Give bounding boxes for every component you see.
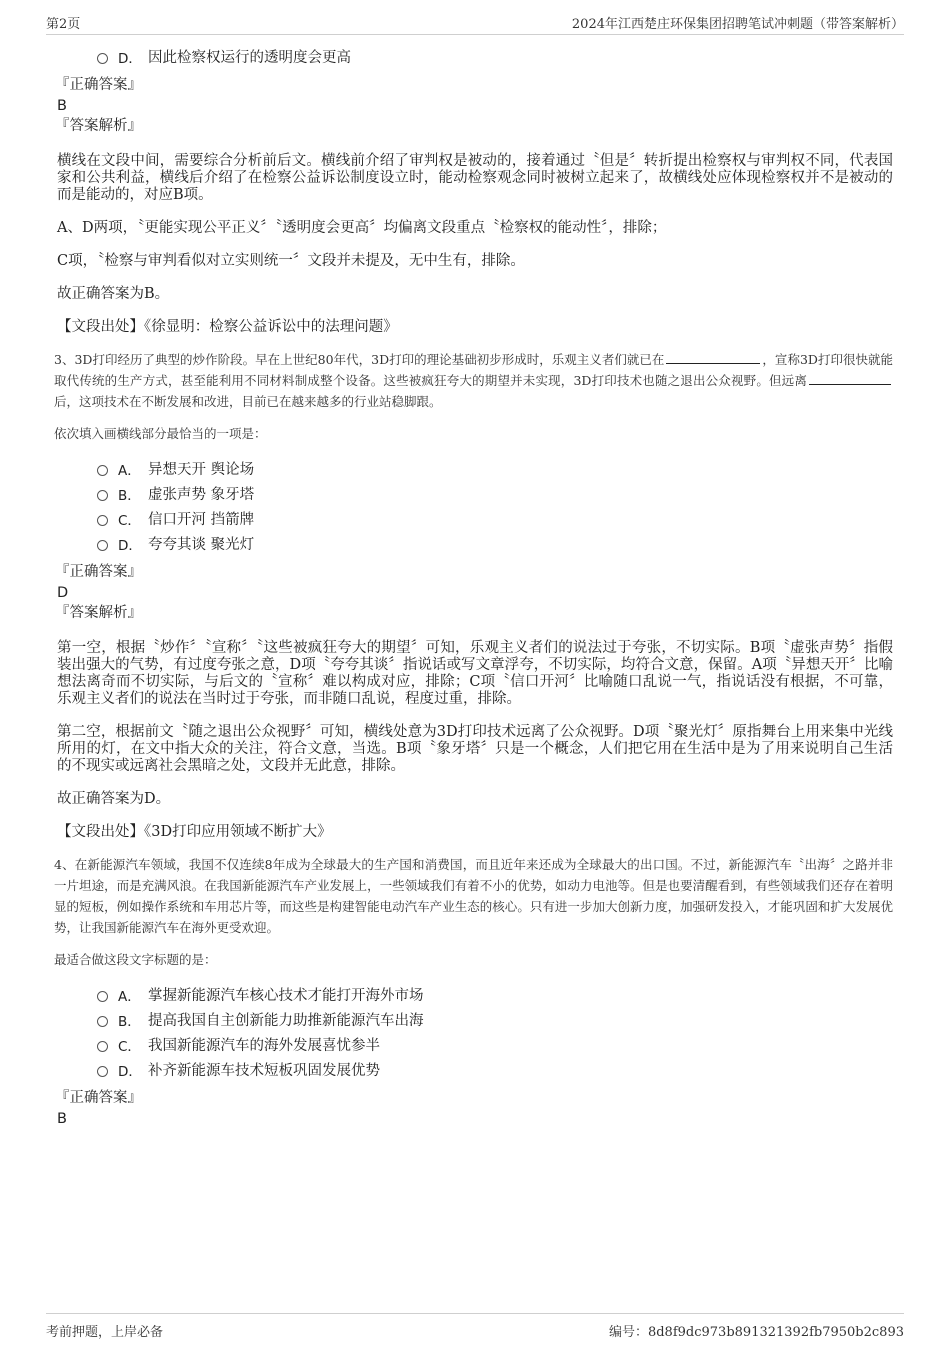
question-3-text: 3、3D打印经历了典型的炒作阶段。早在上世纪80年代，3D打印的理论基础初步形成时，乐观主义者们就已在 ，宣称3D打印很快就能取代传统的生产方式，甚至能利用不同材料制成整个设备。这些被疯狂夸大的期望并未实现，3D打印技术也随之退出公众视野。但远离后，这项技术在不断发展和改进，目前已在越来越多的行业站稳脚跟。 xyxy=(54,349,893,412)
page-header xyxy=(46,12,904,35)
question-4-text: 4、在新能源汽车领域，我国不仅连续8年成为全球最大的生产国和消费国，而且近年来还成为全球最大的出口国。不过，新能源汽车〝出海〞之路并非一片坦途，而是充满风浪。在我国新能源汽车产业发展上，一些领域我们有着不小的优势，如动力电池等。但是也要清醒看到，有些领域我们还存在着明显的短板，例如操作系统和车用芯片等，而这些是构建智能电动汽车产业生态的核心。只有进一步加大创新力度，加强研发投入，才能巩固和扩大发展优势，让我国新能源汽车在海外更受欢迎。 xyxy=(54,857,893,935)
analysis-label: 『答案解析』 xyxy=(55,118,142,134)
q4-option-b[interactable]: B． 提高我国自主创新能力助推新能源汽车出海 xyxy=(97,1007,893,1032)
radio-icon[interactable] xyxy=(97,490,108,501)
q2-option-d[interactable]: D． 因此检察权运行的透明度会更高 xyxy=(97,44,893,69)
page-number: 第2页 xyxy=(46,17,81,32)
q3-options xyxy=(97,456,893,556)
radio-icon[interactable] xyxy=(97,540,108,551)
q4-option-d[interactable]: D． 补齐新能源车技术短板巩固发展优势 xyxy=(97,1057,893,1082)
answer-value: D xyxy=(57,585,69,601)
q4-option-a[interactable]: A． 掌握新能源汽车核心技术才能打开海外市场 xyxy=(97,982,893,1007)
analysis-label: 『答案解析』 xyxy=(55,605,142,621)
answer-label: 『正确答案』 xyxy=(55,1090,142,1106)
source-citation: 【文段出处】《3D打印应用领域不断扩大》 xyxy=(57,824,332,840)
footer-slogan: 考前押题，上岸必备 xyxy=(46,1325,164,1340)
document-title: 2024年江西楚庄环保集团招聘笔试冲刺题（带答案解析） xyxy=(571,17,904,32)
analysis-paragraph: A、D两项，〝更能实现公平正义〞〝透明度会更高〞均偏离文段重点〝检察权的能动性〞，排除； xyxy=(57,220,667,236)
radio-icon[interactable] xyxy=(97,1066,108,1077)
q4-option-c[interactable]: C． 我国新能源汽车的海外发展喜忧参半 xyxy=(97,1032,893,1057)
analysis-paragraph: C项，〝检察与审判看似对立实则统一〞文段并未提及，无中生有，排除。 xyxy=(57,253,525,269)
question-4-prompt: 最适合做这段文字标题的是： xyxy=(54,952,217,967)
radio-icon[interactable] xyxy=(97,991,108,1002)
q3-option-a[interactable]: A． 异想天开 舆论场 xyxy=(97,456,893,481)
fill-blank xyxy=(666,349,760,364)
q3-option-b[interactable]: B． 虚张声势 象牙塔 xyxy=(97,481,893,506)
analysis-paragraph: 故正确答案为D。 xyxy=(57,791,171,807)
page-footer xyxy=(46,1313,904,1340)
q3-option-d[interactable]: D． 夸夸其谈 聚光灯 xyxy=(97,531,893,556)
answer-value: B xyxy=(57,98,67,114)
analysis-paragraph: 第一空，根据〝炒作〞〝宣称〞〝这些被疯狂夸大的期望〞可知，乐观主义者们的说法过于夸张，不切实际。B项〝虚张声势〞指假装出强大的气势，有过度夸张之意，D项〝夸夸其谈〞指说话或写文章浮夸，不切实际，均符合文意，保留。A项〝异想天开〞比喻想法离奇而不切实际，与后文的〝宣称〞难以构成对应，排除；C项〝信口开河〞比喻随口乱说一气，指说话没有根据，不可靠，乐观主义者们的说法在当时过于夸张，而非随口乱说，程度过重，排除。 xyxy=(57,640,893,707)
q3-option-c[interactable]: C． 信口开河 挡箭牌 xyxy=(97,506,893,531)
answer-label: 『正确答案』 xyxy=(55,564,142,580)
q2-options xyxy=(97,44,893,69)
radio-icon[interactable] xyxy=(97,515,108,526)
analysis-paragraph: 第二空，根据前文〝随之退出公众视野〞可知，横线处意为3D打印技术远离了公众视野。D项〝聚光灯〞原指舞台上用来集中光线所用的灯，在文中指大众的关注，符合文意，当选。B项〝象牙塔〞只是一个概念，人们把它用在生活中是为了用来说明自己生活的不现实或远离社会黑暗之处，文段并无此意，排除。 xyxy=(57,724,893,774)
radio-icon[interactable] xyxy=(97,1041,108,1052)
radio-icon[interactable] xyxy=(97,53,108,64)
radio-icon[interactable] xyxy=(97,465,108,476)
answer-value: B xyxy=(57,1111,67,1127)
source-citation: 【文段出处】《徐显明：检察公益诉讼中的法理问题》 xyxy=(57,319,398,335)
fill-blank xyxy=(809,370,891,385)
content xyxy=(54,44,894,1129)
radio-icon[interactable] xyxy=(97,1016,108,1027)
answer-label: 『正确答案』 xyxy=(55,77,142,93)
q4-options xyxy=(97,982,893,1082)
question-3-prompt: 依次填入画横线部分最恰当的一项是： xyxy=(54,426,267,441)
document-code: 编号：8d8f9dc973b891321392fb7950b2c893 xyxy=(608,1325,904,1340)
analysis-paragraph: 故正确答案为B。 xyxy=(57,286,170,302)
analysis-paragraph: 横线在文段中间，需要综合分析前后文。横线前介绍了审判权是被动的，接着通过〝但是〞转折提出检察权与审判权不同，代表国家和公共利益，横线后介绍了在检察公益诉讼制度设立时，能动检察观念同时被树立起来了，故横线处应体现检察权并不是被动的而是能动的，对应B项。 xyxy=(57,153,893,203)
